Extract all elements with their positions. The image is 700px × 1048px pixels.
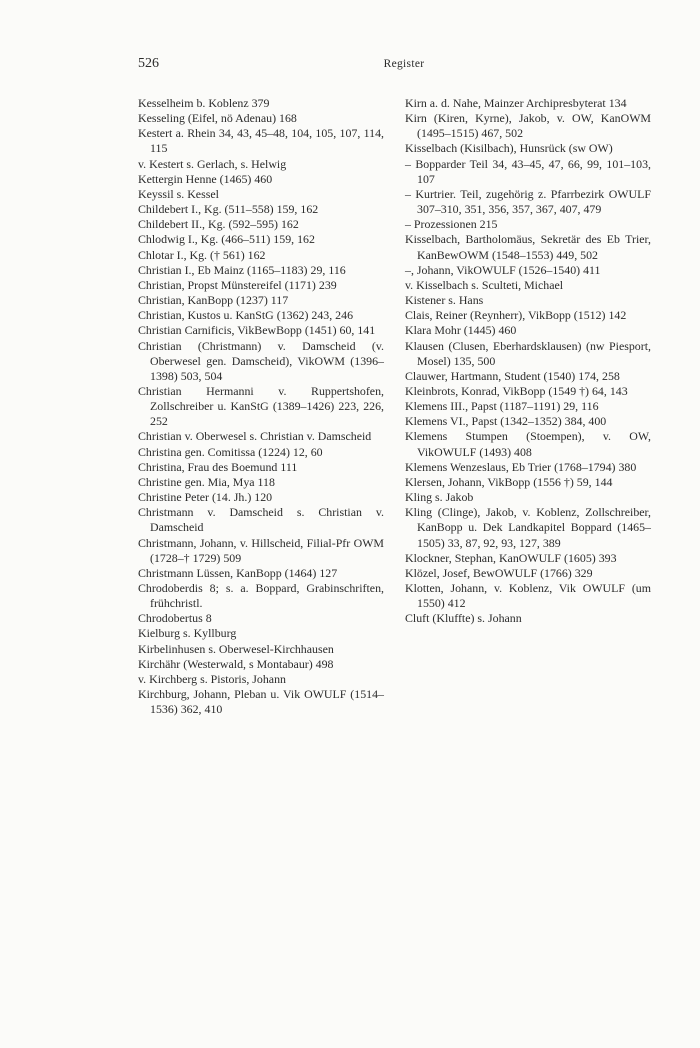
index-entry: Kistener s. Hans bbox=[405, 293, 484, 308]
index-entry: Christian, Propst Münstereifel (1171) 239 bbox=[138, 277, 337, 292]
index-entry: Kirn (Kiren, Kyrne), Jakob, v. OW, KanOWM (1495–1515) 467, 502 bbox=[405, 111, 651, 141]
index-entry: Klara Mohr (1445) 460 bbox=[405, 323, 517, 338]
index-entry: Klersen, Johann, VikBopp (1556 †) 59, 144 bbox=[405, 474, 613, 489]
index-entry: Christian (Christmann) v. Damscheid (v. Oberwesel gen. Damscheid), VikOWM (1396–1398) 503, 504 bbox=[138, 338, 384, 383]
index-entry: Christine gen. Mia, Mya 118 bbox=[138, 474, 275, 489]
index-entry: Chlodwig I., Kg. (466–511) 159, 162 bbox=[138, 232, 315, 247]
index-column-left bbox=[138, 96, 384, 717]
index-entry: Chlotar I., Kg. († 561) 162 bbox=[138, 247, 266, 262]
page-number: 526 bbox=[138, 56, 159, 71]
index-entry: Christian v. Oberwesel s. Christian v. Damscheid bbox=[138, 429, 372, 444]
index-entry: Kirbelinhusen s. Oberwesel-Kirchhausen bbox=[138, 641, 334, 656]
index-entry: Kling (Clinge), Jakob, v. Koblenz, Zollschreiber, KanBopp u. Dek Landkapitel Boppard (1465–1505) 33, 87, 92, 93, 127, 389 bbox=[405, 505, 651, 550]
index-entry: – Bopparder Teil 34, 43–45, 47, 66, 99, 101–103, 107 bbox=[405, 156, 651, 186]
index-entry: Kestert a. Rhein 34, 43, 45–48, 104, 105, 107, 114, 115 bbox=[138, 126, 384, 156]
index-entry: – Prozessionen 215 bbox=[405, 217, 498, 232]
index-entry: Kesseling (Eifel, nö Adenau) 168 bbox=[138, 111, 297, 126]
index-entry: Klockner, Stephan, KanOWULF (1605) 393 bbox=[405, 550, 617, 565]
index-entry: v. Kestert s. Gerlach, s. Helwig bbox=[138, 156, 287, 171]
index-entry: – Kurtrier. Teil, zugehörig z. Pfarrbezirk OWULF 307–310, 351, 356, 357, 367, 407, 479 bbox=[405, 186, 651, 217]
index-entry: Kleinbrots, Konrad, VikBopp (1549 †) 64, 143 bbox=[405, 383, 628, 398]
index-entry: Christine Peter (14. Jh.) 120 bbox=[138, 490, 273, 505]
page-header bbox=[138, 56, 670, 76]
index-entry: Klemens VI., Papst (1342–1352) 384, 400 bbox=[405, 414, 607, 429]
index-entry: Keyssil s. Kessel bbox=[138, 186, 219, 201]
index-entry: Kirn a. d. Nahe, Mainzer Archipresbyterat 134 bbox=[405, 96, 627, 110]
index-entry: Klözel, Josef, BewOWULF (1766) 329 bbox=[405, 565, 593, 580]
index-entry: Christmann Lüssen, KanBopp (1464) 127 bbox=[138, 565, 338, 580]
index-entry: Klausen (Clusen, Eberhardsklausen) (nw Piesport, Mosel) 135, 500 bbox=[405, 338, 651, 368]
index-entry: Childebert I., Kg. (511–558) 159, 162 bbox=[138, 202, 319, 217]
index-entry: Clauwer, Hartmann, Student (1540) 174, 258 bbox=[405, 368, 620, 383]
index-entry: Christian Carnificis, VikBewBopp (1451) 60, 141 bbox=[138, 323, 376, 338]
index-entry: Christmann v. Damscheid s. Christian v. Damscheid bbox=[138, 505, 384, 535]
index-entry: Childebert II., Kg. (592–595) 162 bbox=[138, 217, 299, 232]
index-entry: Clais, Reiner (Reynherr), VikBopp (1512) 142 bbox=[405, 308, 627, 323]
running-head: Register bbox=[383, 58, 425, 70]
index-entry: Kirchähr (Westerwald, s Montabaur) 498 bbox=[138, 656, 334, 671]
index-entry: Kisselbach (Kisilbach), Hunsrück (sw OW) bbox=[405, 141, 613, 156]
index-entry: v. Kirchberg s. Pistoris, Johann bbox=[138, 671, 286, 686]
index-entry: Christian, Kustos u. KanStG (1362) 243, 246 bbox=[138, 308, 354, 323]
index-entry: Christmann, Johann, v. Hillscheid, Filial-Pfr OWM (1728–† 1729) 509 bbox=[138, 535, 384, 565]
index-entry: Kielburg s. Kyllburg bbox=[138, 626, 237, 641]
index-entry: Klemens Stumpen (Stoempen), v. OW, VikOWULF (1493) 408 bbox=[405, 429, 651, 459]
index-entry: –, Johann, VikOWULF (1526–1540) 411 bbox=[405, 262, 601, 277]
index-entry: Christian I., Eb Mainz (1165–1183) 29, 116 bbox=[138, 262, 346, 277]
index-entry: Christina gen. Comitissa (1224) 12, 60 bbox=[138, 444, 323, 459]
index-entry: Kisselbach, Bartholomäus, Sekretär des Eb Trier, KanBewOWM (1548–1553) 449, 502 bbox=[405, 232, 651, 262]
index-entry: v. Kisselbach s. Sculteti, Michael bbox=[405, 277, 564, 292]
index-entry: Kesselheim b. Koblenz 379 bbox=[138, 96, 270, 110]
index-entry: Kirchburg, Johann, Pleban u. Vik OWULF (1514–1536) 362, 410 bbox=[138, 687, 384, 717]
index-entry: Kettergin Henne (1465) 460 bbox=[138, 171, 273, 186]
index-entry: Christian, KanBopp (1237) 117 bbox=[138, 293, 289, 308]
index-entry: Chrodobertus 8 bbox=[138, 611, 212, 626]
index-entry: Christian Hermanni v. Ruppertshofen, Zollschreiber u. KanStG (1389–1426) 223, 226, 252 bbox=[138, 383, 384, 429]
index-entry: Chrodoberdis 8; s. a. Boppard, Grabinschriften, frühchristl. bbox=[138, 581, 384, 611]
index-entry: Kling s. Jakob bbox=[405, 490, 474, 505]
index-column-right bbox=[405, 96, 651, 626]
index-entry: Klemens Wenzeslaus, Eb Trier (1768–1794) 380 bbox=[405, 459, 637, 474]
index-entry: Christina, Frau des Boemund 111 bbox=[138, 459, 298, 474]
index-entry: Klotten, Johann, v. Koblenz, Vik OWULF (um 1550) 412 bbox=[405, 581, 651, 611]
index-entry: Klemens III., Papst (1187–1191) 29, 116 bbox=[405, 399, 599, 414]
index-entry: Cluft (Kluffte) s. Johann bbox=[405, 611, 522, 626]
